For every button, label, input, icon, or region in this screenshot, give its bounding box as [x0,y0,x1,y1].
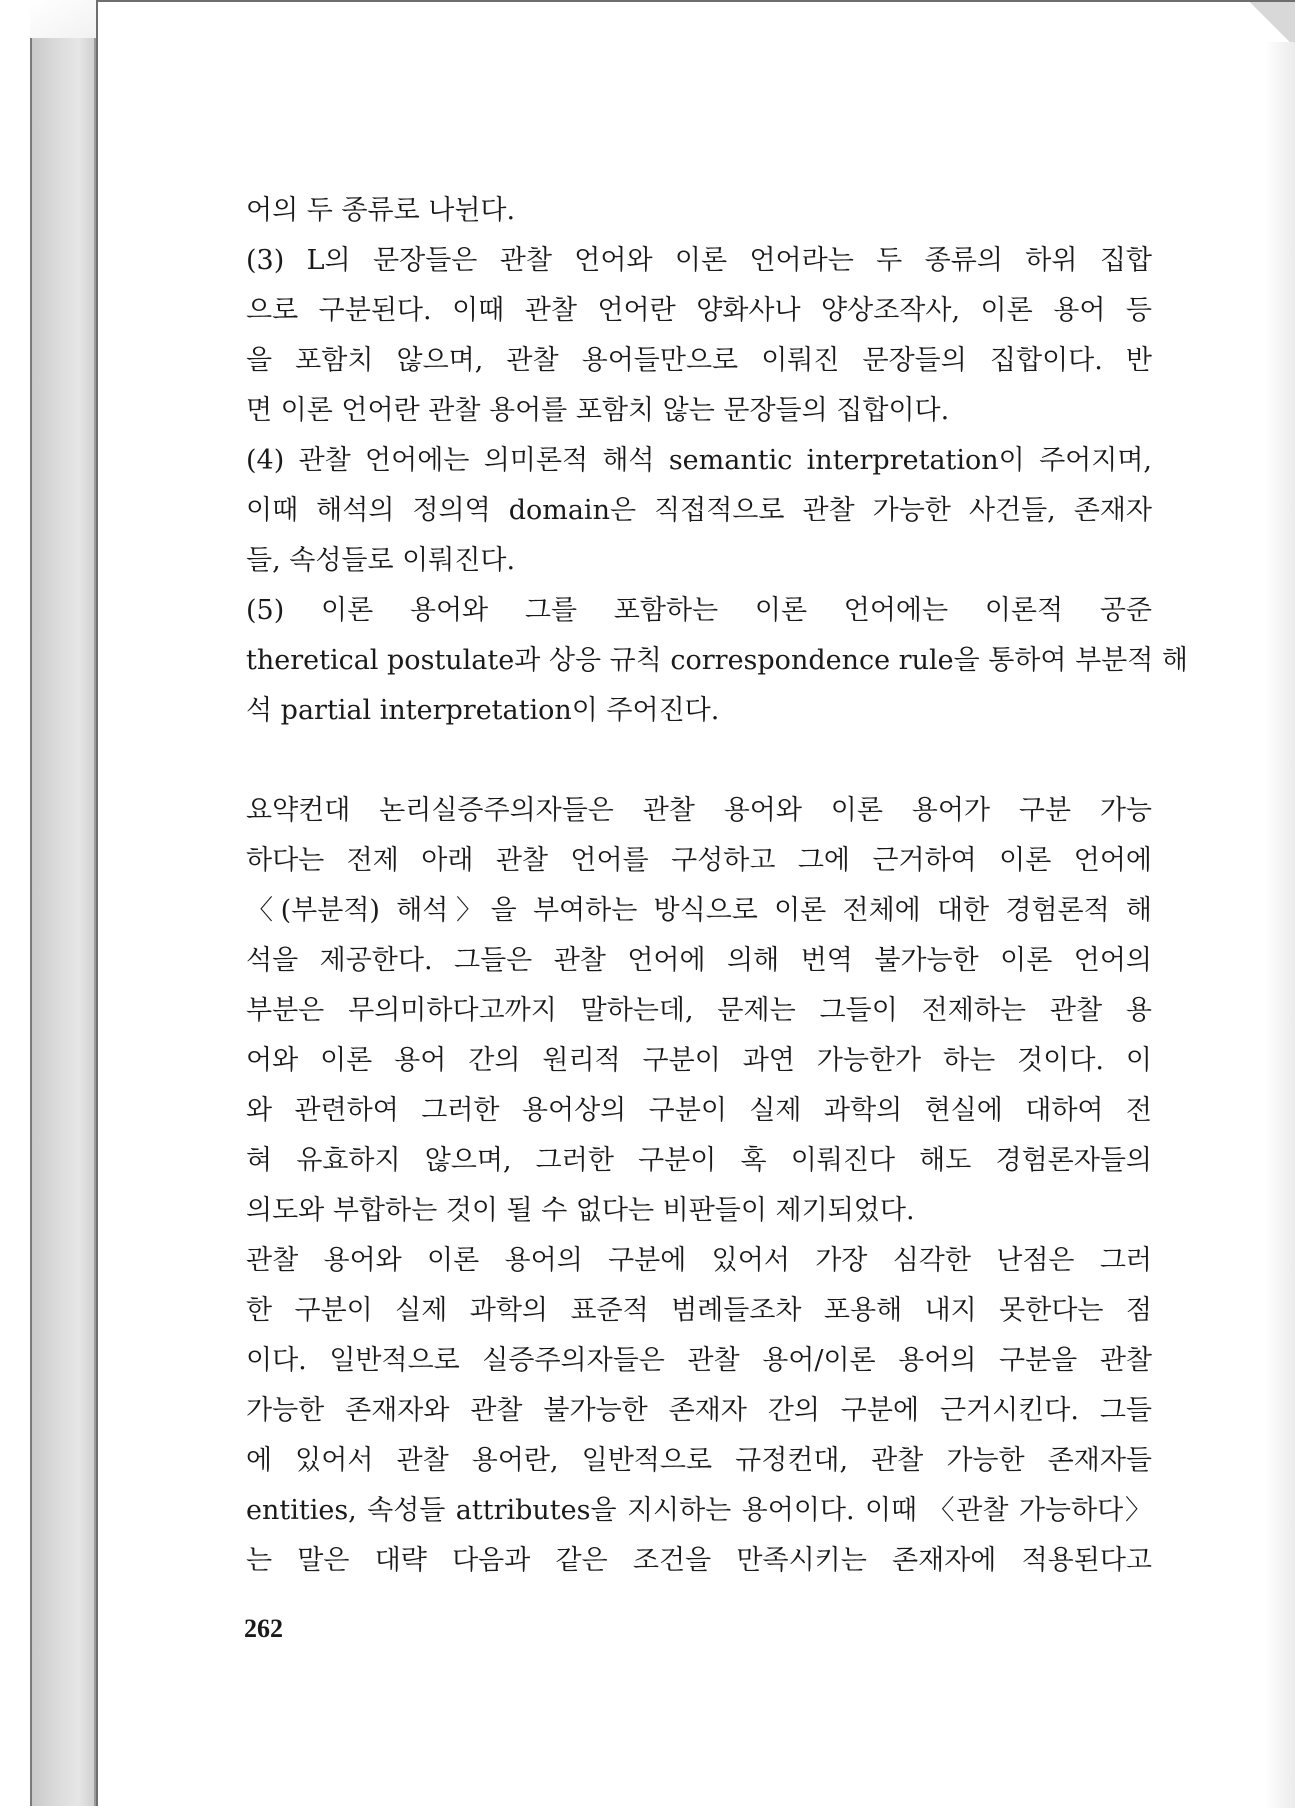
text-line: 와 관련하여 그러한 용어상의 구분이 실제 과학의 현실에 대하여 전 [246,1095,1152,1126]
text-line: 한 구분이 실제 과학의 표준적 범례들조차 포용해 내지 못한다는 점 [246,1295,1152,1326]
text-line: 들, 속성들로 이뤄진다. [246,545,516,576]
book-spine [30,38,96,1806]
text-line: (3) L의 문장들은 관찰 언어와 이론 언어라는 두 종류의 하위 집합 [246,245,1152,276]
text-line: 이다. 일반적으로 실증주의자들은 관찰 용어/이론 용어의 구분을 관찰 [246,1345,1152,1376]
text-line: 이때 해석의 정의역 domain은 직접적으로 관찰 가능한 사건들, 존재자 [246,495,1152,526]
text-line: 에 있어서 관찰 용어란, 일반적으로 규정컨대, 관찰 가능한 존재자들 [246,1445,1152,1476]
text-line: 는 말은 대략 다음과 같은 조건을 만족시키는 존재자에 적용된다고 [246,1545,1152,1576]
text-line: 으로 구분된다. 이때 관찰 언어란 양화사나 양상조작사, 이론 용어 등 [246,295,1152,326]
text-line: 어의 두 종류로 나뉜다. [246,195,516,226]
text-line: 의도와 부합하는 것이 될 수 없다는 비판들이 제기되었다. [246,1195,915,1226]
text-line: 하다는 전제 아래 관찰 언어를 구성하고 그에 근거하여 이론 언어에 [246,845,1152,876]
text-line: 〈(부분적) 해석〉을 부여하는 방식으로 이론 전체에 대한 경험론적 해 [246,895,1152,926]
body-text [246,186,1188,1586]
text-line: 을 포함치 않으며, 관찰 용어들만으로 이뤄진 문장들의 집합이다. 반 [246,345,1152,376]
spine-top [30,0,100,40]
text-line: theretical postulate과 상응 규칙 correspondence rule을 통하여 부분적 해 [246,645,1188,676]
text-line: (5) 이론 용어와 그를 포함하는 이론 언어에는 이론적 공준 [246,595,1152,626]
text-line: 혀 유효하지 않으며, 그러한 구분이 혹 이뤄진다 해도 경험론자들의 [246,1145,1152,1176]
text-line: 석을 제공한다. 그들은 관찰 언어에 의해 번역 불가능한 이론 언어의 [246,945,1152,976]
text-line: 면 이론 언어란 관찰 용어를 포함치 않는 문장들의 집합이다. [246,395,950,426]
text-line: 부분은 무의미하다고까지 말하는데, 문제는 그들이 전제하는 관찰 용 [246,995,1152,1026]
text-line: entities, 속성들 attributes을 지시하는 용어이다. 이때 〈관찰 가능하다〉 [246,1495,1152,1526]
text-line: (4) 관찰 언어에는 의미론적 해석 semantic interpretation이 주어지며, [246,445,1152,476]
page-corner [1245,2,1295,42]
text-line: 석 partial interpretation이 주어진다. [246,695,720,726]
text-line: 관찰 용어와 이론 용어의 구분에 있어서 가장 심각한 난점은 그러 [246,1245,1152,1276]
page-edge-shadow [1265,2,1295,1808]
text-line: 요약컨대 논리실증주의자들은 관찰 용어와 이론 용어가 구분 가능 [246,795,1152,826]
page-number: 262 [244,1614,283,1643]
text-line: 어와 이론 용어 간의 원리적 구분이 과연 가능한가 하는 것이다. 이 [246,1045,1152,1076]
paragraph-gap [246,736,1152,786]
text-line: 가능한 존재자와 관찰 불가능한 존재자 간의 구분에 근거시킨다. 그들 [246,1395,1152,1426]
